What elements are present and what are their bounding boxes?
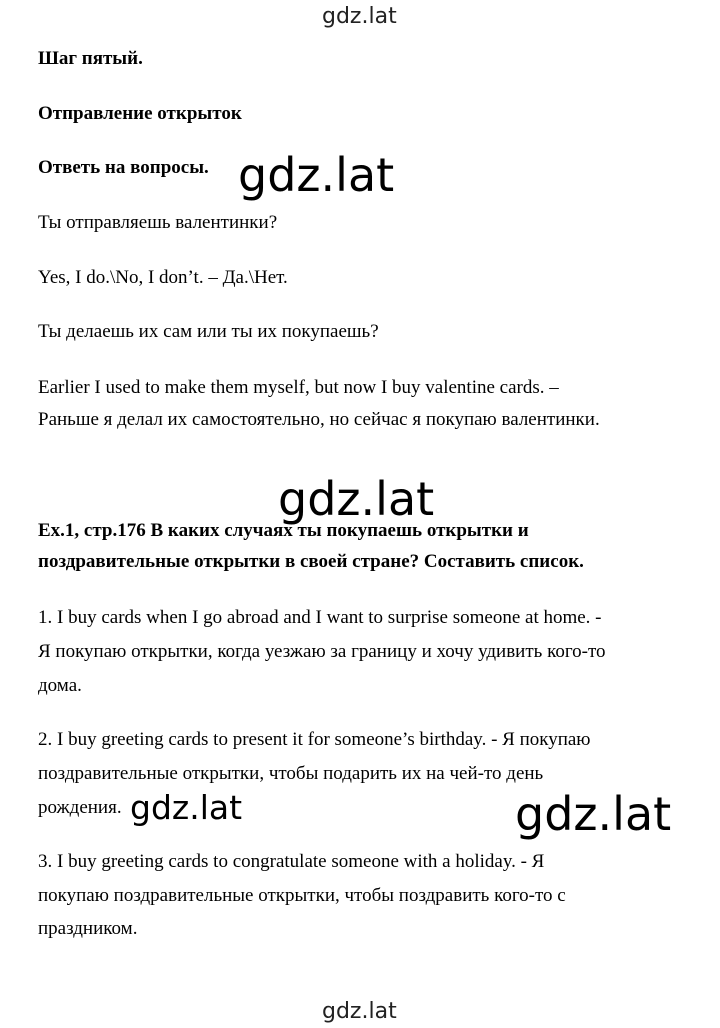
item-3-line-3: праздником. (38, 918, 138, 939)
item-2-line-3: рождения. (38, 797, 122, 818)
task-heading: Ответь на вопросы. (38, 157, 209, 178)
item-3-line-2: покупаю поздравительные открытки, чтобы поздравить кого-то с (38, 885, 566, 906)
section-title: Отправление открыток (38, 103, 242, 124)
exercise-1-heading-line-1: Ex.1, стр.176 В каких случаях ты покупаешь открытки и (38, 520, 529, 541)
item-1-line-1: 1. I buy cards when I go abroad and I want to surprise someone at home. - (38, 607, 602, 628)
footer-watermark: gdz.lat (322, 999, 397, 1024)
overlay-watermark-2: gdz.lat (278, 472, 435, 526)
item-1-line-3: дома. (38, 675, 82, 696)
item-2-line-2: поздравительные открытки, чтобы подарить их на чей-то день (38, 763, 544, 784)
item-2-line-1: 2. I buy greeting cards to present it for someone’s birthday. - Я покупаю (38, 729, 591, 750)
answer-1: Yes, I do.\No, I don’t. – Да.\Нет. (38, 267, 288, 288)
item-1-line-2: Я покупаю открытки, когда уезжаю за границу и хочу удивить кого-то (38, 641, 606, 662)
overlay-watermark-3: gdz.lat (130, 788, 243, 827)
answer-2-line-2: Раньше я делал их самостоятельно, но сейчас я покупаю валентинки. (38, 409, 600, 430)
overlay-watermark-1: gdz.lat (238, 148, 395, 202)
question-2: Ты делаешь их сам или ты их покупаешь? (38, 321, 379, 342)
step-title: Шаг пятый. (38, 48, 143, 69)
header-watermark: gdz.lat (322, 4, 397, 29)
question-1: Ты отправляешь валентинки? (38, 212, 278, 233)
item-3-line-1: 3. I buy greeting cards to congratulate someone with a holiday. - Я (38, 851, 545, 872)
answer-2-line-1: Earlier I used to make them myself, but now I buy valentine cards. – (38, 377, 559, 398)
exercise-1-heading-line-2: поздравительные открытки в своей стране? Составить список. (38, 551, 584, 572)
overlay-watermark-4: gdz.lat (515, 787, 672, 841)
